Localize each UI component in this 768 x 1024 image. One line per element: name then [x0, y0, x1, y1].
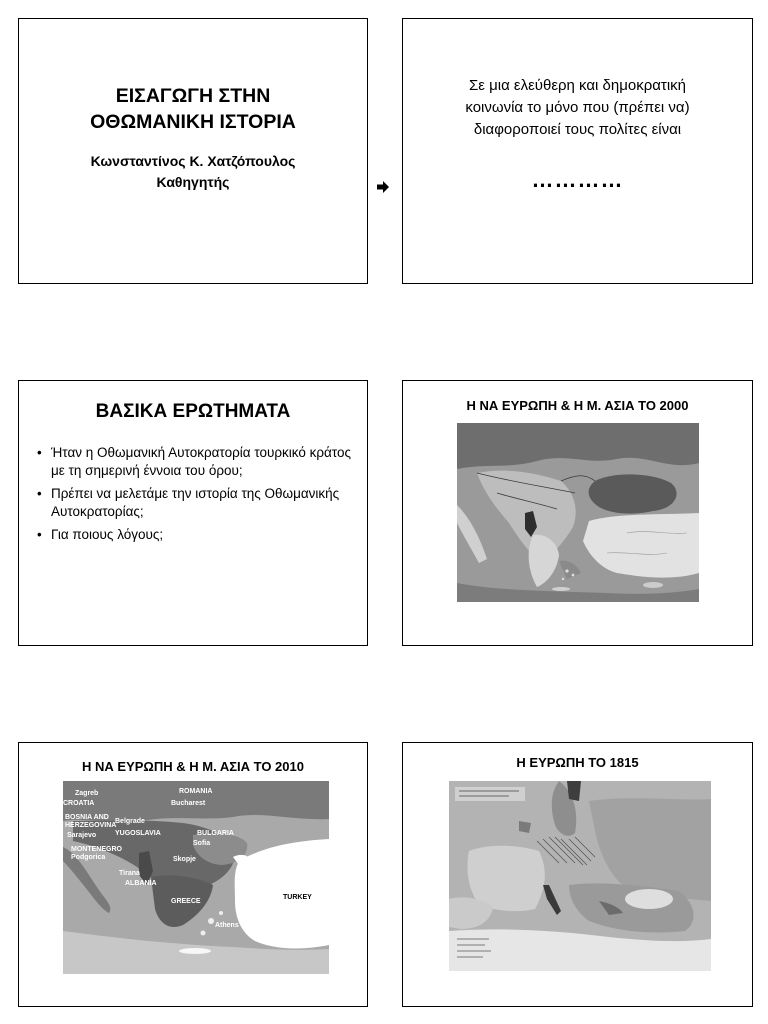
slide-2-line-1: Σε μια ελεύθερη και δημοκρατική — [468, 77, 687, 94]
author-name: Κωνσταντίνος Κ. Χατζόπουλος — [90, 153, 296, 169]
map-label-ankara: Ankara — [289, 858, 313, 865]
slide-1 — [18, 18, 368, 284]
map-label-sofia: Sofia — [193, 840, 211, 847]
question-item: • Ήταν η Οθωμανική Αυτοκρατορία τουρκικό κράτος με τη σημερινή έννοια του όρου; — [37, 444, 353, 480]
map-label-albania: ALBANIA — [125, 880, 157, 887]
map-label-bucharest: Bucharest — [171, 800, 206, 807]
map-label-athens: Athens — [215, 922, 239, 929]
map-label-bosnia-2: HERZEGOVINA — [65, 822, 117, 829]
question-item: • Για ποιους λόγους; — [37, 526, 353, 544]
slide-1-title-line-2: ΟΘΩΜΑΝΙΚΗ ΙΣΤΟΡΙΑ — [90, 111, 296, 133]
slide-6-title: Η ΕΥΡΩΠΗ ΤΟ 1815 — [516, 755, 639, 770]
slide-2-dots: ………… — [531, 167, 624, 192]
question-list — [37, 444, 353, 549]
map-label-bulgaria: BULGARIA — [197, 830, 234, 837]
map-label-skopje: Skopje — [173, 856, 196, 863]
map-label-croatia: CROATIA — [63, 800, 95, 807]
map-label-yugoslavia: YUGOSLAVIA — [115, 830, 161, 837]
map-label-zagreb: Zagreb — [75, 790, 99, 797]
slide-4-title: Η ΝΑ ΕΥΡΩΠΗ & Η Μ. ΑΣΙΑ ΤΟ 2000 — [466, 398, 689, 413]
slide-1-subtitle — [19, 151, 367, 193]
map-label-belgrade: Belgrade — [115, 818, 145, 825]
slide-2 — [402, 18, 753, 284]
slide-2-line-3: διαφοροποιεί τους πολίτες είναι — [473, 121, 682, 138]
slide-2-line-2: κοινωνία το μόνο που (πρέπει να) — [465, 99, 690, 116]
map-label-podgorica: Podgorica — [71, 854, 106, 861]
slide-3 — [18, 380, 368, 646]
slide-6 — [402, 742, 753, 1007]
map-label-bosnia-1: BOSNIA AND — [65, 814, 109, 821]
author-role: Καθηγητής — [156, 174, 230, 190]
map-label-turkey: TURKEY — [283, 894, 312, 901]
slide-5-title: Η ΝΑ ΕΥΡΩΠΗ & Η Μ. ΑΣΙΑ ΤΟ 2010 — [82, 759, 304, 774]
slide-1-title-line-1: ΕΙΣΑΓΩΓΗ ΣΤΗΝ — [115, 85, 271, 107]
map-label-tirana: Tirana — [119, 870, 140, 877]
map-label-sarajevo: Sarajevo — [67, 832, 97, 839]
question-item: • Πρέπει να μελετάμε την ιστορία της Οθωμανικής Αυτοκρατορίας; — [37, 485, 353, 521]
slide-1-title — [19, 83, 367, 135]
map-2000-image — [457, 423, 699, 602]
map-label-montenegro: MONTENEGRO — [71, 846, 122, 853]
map-label-greece: GREECE — [171, 898, 201, 905]
map-1815-image — [449, 781, 711, 971]
map-2010-image — [63, 781, 329, 974]
arrow-right-icon — [376, 180, 390, 199]
slide-5 — [18, 742, 368, 1007]
slide-4 — [402, 380, 753, 646]
slide-3-title: ΒΑΣΙΚΑ ΕΡΩΤΗΜΑΤΑ — [95, 401, 291, 422]
map-label-romania: ROMANIA — [179, 788, 213, 795]
slide-2-text — [423, 75, 732, 141]
